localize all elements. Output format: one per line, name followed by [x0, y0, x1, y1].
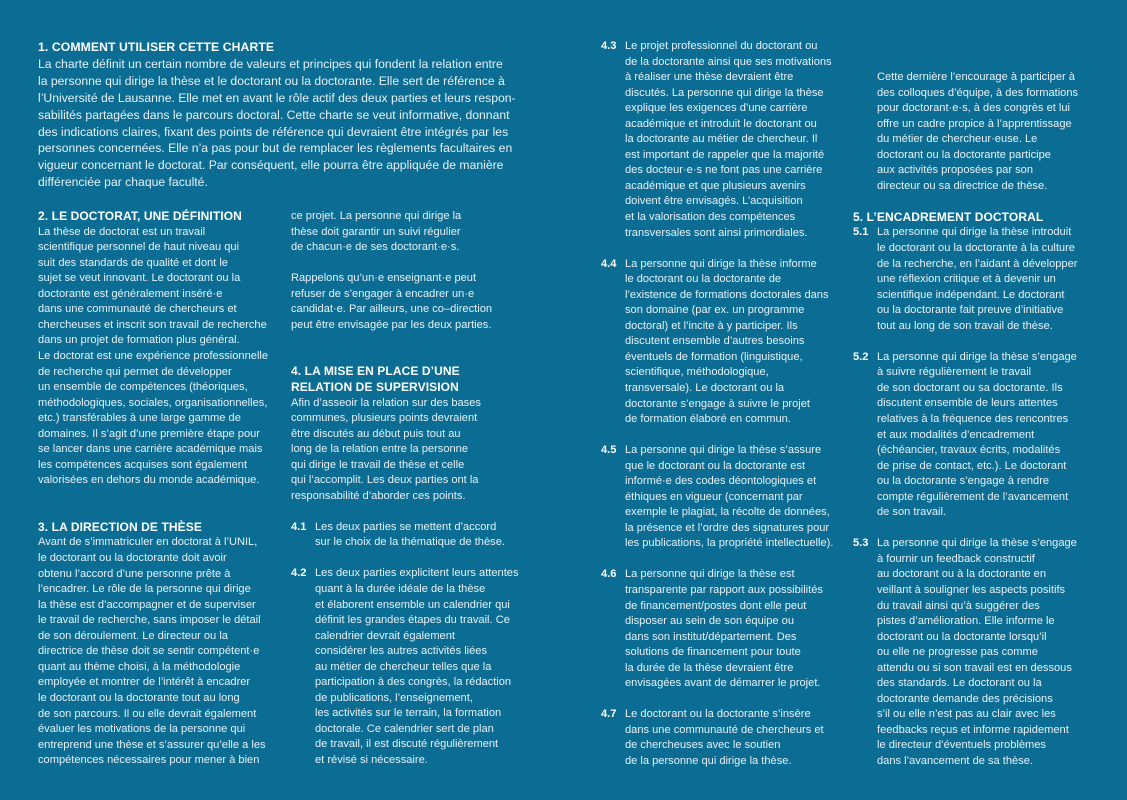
item-4-1: [291, 520, 526, 551]
item-text: [625, 39, 836, 241]
text-line: responsabilité d’aborder ces points.: [291, 489, 466, 502]
item-number: 4.7: [601, 708, 617, 721]
text-line: exemple le plagiat, la récolte de données,: [625, 506, 830, 519]
text-line: le doctorant ou la doctorante à la culture: [877, 242, 1075, 255]
text-line: attendu ou si son travail est en dessous: [877, 661, 1072, 674]
text-line: entreprend une thèse et s’assurer qu’elle a les: [38, 738, 266, 751]
item-text: [625, 567, 836, 691]
text-line: du métier de chercheur·euse. Le: [877, 133, 1038, 146]
section-2-body: [38, 225, 278, 489]
text-line: différenciée par chaque faculté.: [38, 175, 208, 190]
text-line: ou la doctorante s’engage à rendre: [877, 475, 1050, 488]
item-4-6: [601, 567, 836, 691]
text-line: domaines. Il s’agit d’une première étape pour: [38, 427, 261, 440]
text-line: personnes concernées. Elle n’a pas pour but de remplacer les règlements facultaires en: [38, 141, 513, 156]
item-number: 5.1: [853, 226, 869, 239]
text-line: employée et montrer de l’intérêt à encadrer: [38, 676, 251, 689]
text-line: les compétences acquises sont également: [38, 458, 248, 471]
item-4-2: [291, 566, 526, 768]
section-4-title-line-2: RELATION DE SUPERVISION: [291, 379, 459, 394]
text-line: chercheuses et inscrit son travail de recherche: [38, 318, 267, 331]
text-line: que le doctorant ou la doctorante est: [625, 459, 806, 472]
item-4-3: [601, 39, 836, 241]
text-line: des docteur·e·s ne font pas une carrière: [625, 164, 823, 177]
text-line: de travail, il est discuté régulièrement: [315, 738, 499, 751]
text-line: participation à des congrès, la rédaction: [315, 676, 512, 689]
text-line: de chercheuses avec le soutien: [625, 739, 781, 752]
text-line: une réflexion critique et à devenir un: [877, 273, 1056, 286]
section-3-body: [38, 535, 278, 768]
text-line: académique et introduit le doctorant ou: [625, 117, 817, 130]
text-line: la doctorante au métier de chercheur. Il: [625, 133, 818, 146]
text-line: pistes d’amélioration. Elle informe le: [877, 615, 1055, 628]
text-line: quant à la durée idéale de la thèse: [315, 582, 486, 595]
text-line: calendrier devrait également: [315, 629, 455, 642]
text-line: communes, plusieurs points devraient: [291, 412, 478, 425]
text-line: le doctorant ou la doctorante doit avoir: [38, 552, 227, 565]
text-line: son domaine (par ex. un programme: [625, 304, 805, 317]
text-line: l’existence de formations doctorales dans: [625, 288, 829, 301]
section-1-body: [38, 56, 538, 191]
item-text: [877, 536, 1093, 769]
text-line: etc.) transférables à une large gamme de: [38, 412, 241, 425]
text-line: éventuels de formation (linguistique,: [625, 350, 803, 363]
text-line: doivent être envisagés. L’acquisition: [625, 195, 803, 208]
text-line: compte régulièrement de l’avancement: [877, 490, 1069, 503]
text-line: La personne qui dirige la thèse introduit: [877, 226, 1072, 239]
item-text: [315, 520, 526, 551]
text-line: le doctorant ou la doctorante de: [625, 273, 782, 286]
text-line: considérer les autres activités liées: [315, 645, 488, 658]
section-1-title: 1. COMMENT UTILISER CETTE CHARTE: [38, 40, 275, 54]
text-line: solutions de financement pour toute: [625, 646, 801, 659]
text-line: et aux modalités d’encadrement: [877, 428, 1035, 441]
section-4-title-line-1: 4. LA MISE EN PLACE D’UNE: [291, 364, 460, 379]
text-line: peut être envisagée par les deux parties.: [291, 318, 492, 331]
text-line: discutent ensemble de leurs attentes: [877, 397, 1058, 410]
text-line: disposer au sein de son équipe ou: [625, 615, 794, 628]
text-line: de la recherche, en l’aidant à développer: [877, 257, 1078, 270]
text-line: de la doctorante ainsi que ses motivations: [625, 55, 832, 68]
item-text: [315, 566, 526, 768]
text-line: le travail de recherche, sans imposer le détail: [38, 614, 261, 627]
column-1: [38, 209, 278, 769]
text-line: un ensemble de compétences (théoriques,: [38, 381, 248, 394]
text-line: scientifique personnel de haut niveau qui: [38, 241, 240, 254]
text-line: et révisé si nécessaire.: [315, 754, 428, 766]
text-line: doctorante est généralement inséré·e: [38, 287, 223, 300]
text-line: est important de rappeler que la majorité: [625, 148, 825, 161]
column-3: [601, 39, 836, 770]
text-line: se lancer dans une carrière académique mais: [38, 443, 263, 456]
text-line: dans une communauté de chercheurs et: [625, 723, 824, 736]
text-line: Le doctorant ou la doctorante s’insère: [625, 708, 811, 721]
text-line: offre un cadre propice à l’apprentissage: [877, 117, 1072, 130]
text-line: au métier de chercheur telles que la: [315, 660, 492, 673]
section-3-title: 3. LA DIRECTION DE THÈSE: [38, 519, 202, 534]
text-line: Le doctorat est une expérience professionnelle: [38, 349, 269, 362]
text-line: pour doctorant·e·s, à des congrès et lui: [877, 102, 1071, 115]
section-4-intro: [291, 396, 526, 505]
text-line: discutent ensemble d’autres besoins: [625, 335, 805, 348]
text-line: sujet se veut innovant. Le doctorant ou la: [38, 272, 241, 285]
item-5-2: [853, 350, 1093, 521]
item-4-7: [601, 707, 836, 769]
item-number: 5.3: [853, 537, 869, 550]
text-line: compétences nécessaires pour mener à bien: [38, 754, 260, 767]
text-line: candidat·e. Par ailleurs, une co–direction: [291, 303, 493, 316]
item-number: 4.5: [601, 444, 617, 457]
item-number: 4.6: [601, 568, 617, 581]
text-line: doctorante s’engage à suivre le projet: [625, 397, 811, 410]
text-line: quant au thème choisi, à la méthodologie: [38, 660, 241, 673]
text-line: la personne qui dirige la thèse et le doctorant ou la doctorante. Elle sert de référence à: [38, 73, 505, 88]
text-line: de la personne qui dirige la thèse.: [625, 754, 792, 767]
text-line: et élaborent ensemble un calendrier qui: [315, 598, 510, 611]
text-line: sabilités partagées dans le parcours doctoral. Cette charte se veut informative, donnant: [38, 107, 510, 122]
text-line: de son déroulement. Le directeur ou la: [38, 629, 228, 642]
text-line: vigueur concernant le doctorat. Par conséquent, elle pourra être appliquée de manière: [38, 158, 504, 173]
text-line: La personne qui dirige la thèse informe: [625, 257, 817, 270]
text-line: scientifique, méthodologique,: [625, 366, 769, 379]
text-line: la thèse est d’accompagner et de superviser: [38, 598, 256, 611]
text-line: veillant à souligner les aspects positifs: [877, 583, 1066, 596]
section-5-title: 5. L’ENCADREMENT DOCTORAL: [853, 209, 1044, 224]
item-number: 4.1: [291, 520, 307, 533]
text-line: ou la doctorante fait preuve d’initiative: [877, 304, 1064, 317]
item-4-4: [601, 257, 836, 428]
text-line: le directeur d’éventuels problèmes: [877, 739, 1046, 752]
text-line: tout au long de son travail de thèse.: [877, 319, 1053, 332]
item-4-7-continuation: [853, 70, 1093, 194]
text-line: les publications, la propriété intellectuelle).: [625, 537, 834, 550]
text-line: long de la relation entre la personne: [291, 443, 469, 456]
item-number: 4.3: [601, 40, 617, 52]
text-line: La charte définit un certain nombre de valeurs et principes qui fondent la relation entre: [38, 56, 503, 71]
text-line: à fournir un feedback constructif: [877, 552, 1035, 565]
text-line: éthiques en vigueur (concernant par: [625, 490, 803, 503]
text-line: La personne qui dirige la thèse s’engage: [877, 537, 1077, 550]
text-line: thèse doit garantir un suivi régulier: [291, 225, 461, 238]
text-line: ce projet. La personne qui dirige la: [291, 210, 462, 222]
text-line: des standards. Le doctorant ou la: [877, 677, 1042, 690]
text-line: suit des standards de qualité et dont le: [38, 256, 228, 269]
column-4: [853, 70, 1093, 770]
text-line: de chacun·e de ses doctorant·e·s.: [291, 241, 460, 254]
text-line: le doctorant ou la doctorante tout au long: [38, 691, 240, 704]
section-1: [38, 39, 538, 191]
text-line: sur le choix de la thématique de thèse.: [315, 536, 505, 549]
text-line: valorisées en dehors du monde académique.: [38, 474, 260, 487]
text-line: aux activités proposées par son: [877, 164, 1034, 177]
text-line: dans son institut/département. Des: [625, 630, 797, 643]
column-2: [291, 209, 526, 769]
text-line: de publications, l’enseignement,: [315, 691, 473, 704]
text-line: dans l’avancement de sa thèse.: [877, 754, 1034, 767]
text-line: l’encadrer. Le rôle de la personne qui dirige: [38, 583, 251, 596]
text-line: au doctorant ou à la doctorante en: [877, 568, 1046, 581]
text-line: et la valorisation des compétences: [625, 211, 796, 224]
text-line: doctorale. Ce calendrier sert de plan: [315, 722, 494, 735]
text-line: des indications claires, fixant des points de référence qui devraient être intégrés par les: [38, 124, 509, 139]
text-line: de son doctorant ou sa doctorante. Ils: [877, 381, 1063, 394]
text-line: Les deux parties explicitent leurs attentes: [315, 567, 519, 580]
text-line: feedbacks reçus et informe rapidement: [877, 723, 1069, 736]
text-line: Afin d’asseoir la relation sur des bases: [291, 396, 481, 409]
text-line: à suivre régulièrement le travail: [877, 366, 1032, 379]
text-line: refuser de s’engager à encadrer un·e: [291, 287, 475, 300]
text-line: envisagées avant de démarrer le projet.: [625, 677, 821, 690]
item-text: [625, 257, 836, 428]
text-line: doctorant ou la doctorante participe: [877, 148, 1051, 161]
text-line: explique les exigences d’une carrière: [625, 102, 808, 115]
item-text: [877, 70, 1093, 194]
item-text: [877, 350, 1093, 521]
text-line: La personne qui dirige la thèse s’assure: [625, 444, 822, 457]
item-text: [877, 225, 1093, 334]
text-line: La personne qui dirige la thèse est: [625, 568, 795, 581]
text-line: du travail ainsi qu’à suggérer des: [877, 599, 1040, 612]
text-line: qui dirige le travail de thèse et celle: [291, 458, 465, 471]
item-number: 4.4: [601, 257, 617, 270]
text-line: transparente par rapport aux possibilités: [625, 584, 823, 596]
text-line: transversale). Le doctorant ou la: [625, 381, 785, 394]
text-line: relatives à la fréquence des rencontres: [877, 412, 1069, 425]
text-line: dans un projet de formation plus général.: [38, 334, 240, 347]
text-line: discutés. La personne qui dirige la thèse: [625, 86, 824, 99]
text-line: s’il ou elle n’est pas au clair avec les: [877, 708, 1056, 721]
text-line: La thèse de doctorat est un travail: [38, 225, 206, 238]
text-line: Avant de s’immatriculer en doctorat à l’UNIL,: [38, 536, 258, 549]
text-line: de formation élaboré en commun.: [625, 413, 791, 426]
item-text: [625, 443, 836, 552]
text-line: informé·e des codes déontologiques et: [625, 475, 817, 488]
text-line: La personne qui dirige la thèse s’engage: [877, 350, 1077, 363]
text-line: de son parcours. Il ou elle devrait également: [38, 707, 257, 720]
item-text: [625, 707, 836, 769]
item-number: 5.2: [853, 350, 869, 363]
text-line: doctorant ou la doctorante lorsqu’il: [877, 630, 1047, 643]
text-line: obtenu l’accord d’une personne prête à: [38, 567, 231, 580]
text-line: transversales sont ainsi primordiales.: [625, 226, 808, 239]
text-line: de recherche qui permet de développer: [38, 365, 232, 378]
text-line: Rappelons qu’un·e enseignant·e peut: [291, 272, 477, 285]
text-line: doctoral) et l’incite à y participer. Ils: [625, 319, 798, 332]
text-line: de prise de contact, etc.). Le doctorant: [877, 459, 1067, 472]
text-line: Cette dernière l’encourage à participer à: [877, 71, 1075, 83]
text-line: évaluer les motivations de la personne qui: [38, 723, 246, 736]
text-line: Les deux parties se mettent d’accord: [315, 520, 497, 533]
section-3-continuation: [291, 209, 526, 256]
section-3-paragraph-2: [291, 271, 526, 333]
item-5-3: [853, 536, 1093, 769]
text-line: directeur ou sa directrice de thèse.: [877, 179, 1048, 192]
text-line: académique et que plusieurs avenirs: [625, 179, 806, 192]
item-4-5: [601, 443, 836, 552]
text-line: ou elle ne progresse pas comme: [877, 646, 1038, 659]
text-line: dans une communauté de chercheurs et: [38, 303, 237, 316]
text-line: Le projet professionnel du doctorant ou: [625, 40, 818, 52]
item-5-1: [853, 225, 1093, 334]
text-line: méthodologiques, sociales, organisationnelles,: [38, 396, 268, 409]
section-2-title: 2. LE DOCTORAT, UNE DÉFINITION: [38, 209, 242, 223]
text-line: de financement/postes dont elle peut: [625, 599, 807, 612]
text-line: scientifique indépendant. Le doctorant: [877, 288, 1065, 301]
text-line: la présence et l’ordre des signatures pour: [625, 521, 830, 534]
text-line: doctorante demande des précisions: [877, 692, 1053, 705]
text-line: la durée de la thèse devraient être: [625, 661, 794, 674]
text-line: l’Université de Lausanne. Elle met en avant le rôle actif des deux parties et leurs respon-: [38, 90, 516, 105]
text-line: qui l’accomplit. Les deux parties ont la: [291, 474, 479, 487]
text-line: être discutés au début puis tout au: [291, 427, 461, 440]
text-line: les activités sur le terrain, la formation: [315, 707, 502, 720]
text-line: des colloques d’équipe, à des formations: [877, 86, 1079, 99]
item-number: 4.2: [291, 567, 307, 580]
text-line: (échéancier, travaux écrits, modalités: [877, 444, 1061, 457]
text-line: directrice de thèse doit se sentir compétent·e: [38, 645, 260, 658]
text-line: définit les grandes étapes du travail. Ce: [315, 614, 510, 627]
text-line: à réaliser une thèse devraient être: [625, 71, 794, 84]
text-line: de son travail.: [877, 506, 947, 519]
